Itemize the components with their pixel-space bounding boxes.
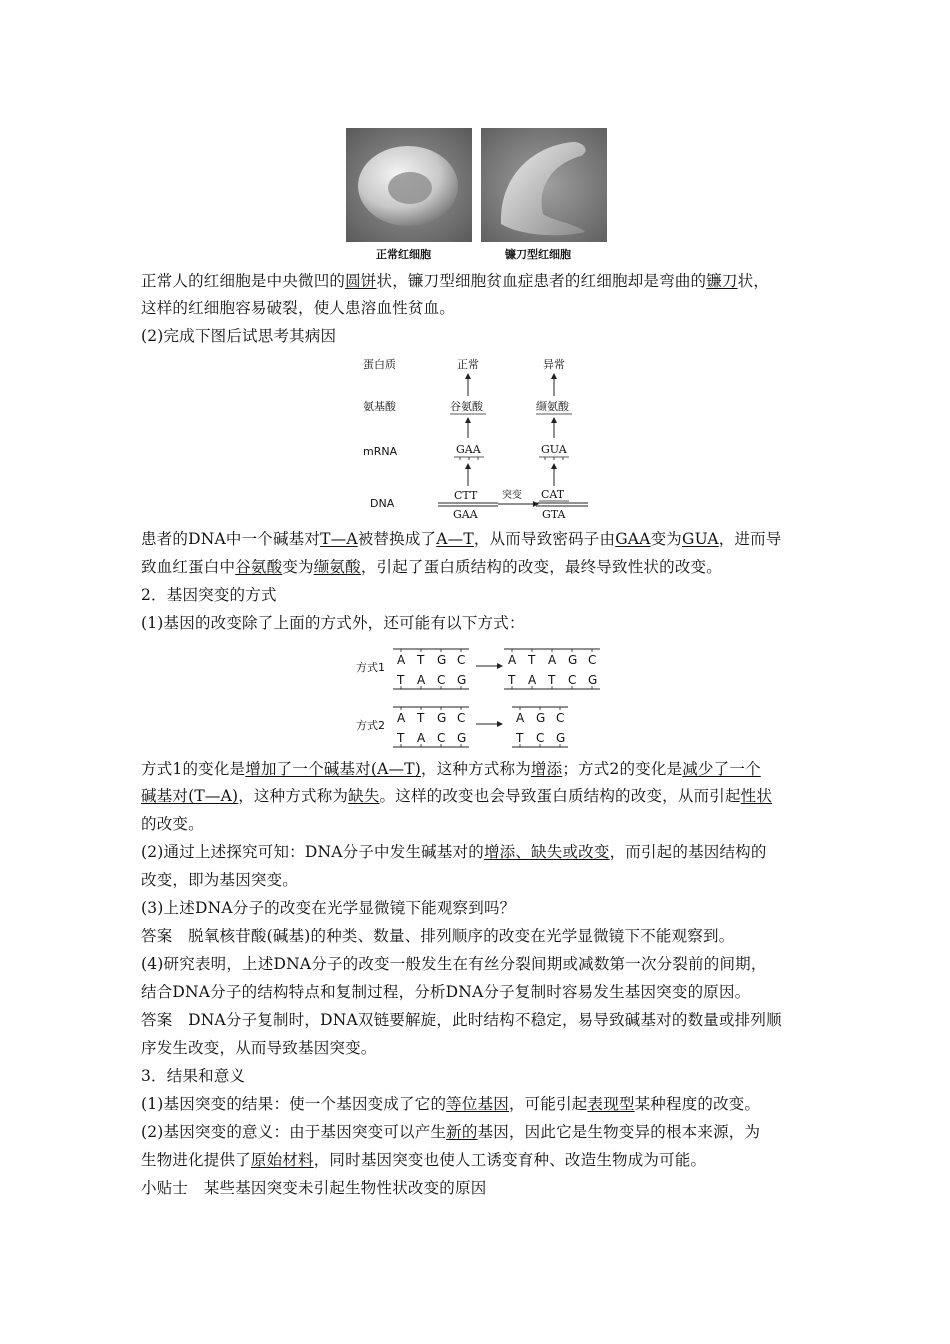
significance-line-2: 生物进化提供了原始材料，同时基因突变也使人工诱变育种、改造生物成为可能。 [141,1151,707,1169]
question-2-title: (2)完成下图后试思考其病因 [141,327,337,345]
abnormal-protein: 异常 [543,358,565,371]
paragraph-2-line-2: 致血红蛋白中谷氨酸变为缬氨酸，引起了蛋白质结构的改变，最终导致性状的改变。 [141,558,722,576]
paragraph-3-line-1: 方式1的变化是增加了一个碱基对(A—T)，这种方式称为增添；方式2的变化是减少了一个 [141,760,761,778]
question-4-line-1: (4)研究表明，上述DNA分子的改变一般发生在有丝分裂间期或减数第一次分裂前的间期， [141,955,767,973]
normal-mrna: GAA [456,443,481,456]
row-label-mrna: mRNA [363,445,398,458]
paragraph-4-line-1: (2)通过上述探究可知：DNA分子中发生碱基对的增添、缺失或改变，而引起的基因结构的 [141,843,767,861]
m2-after-bottom-base: T [516,731,524,745]
row-label-dna: DNA [370,497,395,510]
m2-after-bottom-base: C [536,731,545,745]
m2-before-bottom-base: C [437,731,446,745]
section-2-title: 2．基因突变的方式 [141,586,277,604]
m2-after-bottom-base: G [556,731,566,745]
sickle-rbc-caption: 镰刀型红细胞 [505,248,571,261]
m1-after-bottom-base: C [568,673,577,687]
mutation-label: 突变 [502,490,522,501]
sickle-rbc-image [481,128,607,242]
section-2-question-1: (1)基因的改变除了上面的方式外，还可能有以下方式： [141,614,525,632]
m1-after-top-base: A [548,653,557,667]
paragraph-4-line-2: 改变，即为基因突变。 [141,871,299,889]
normal-amino-acid: 谷氨酸 [450,400,483,413]
question-4-line-2: 结合DNA分子的结构特点和复制过程，分析DNA分子复制时容易发生基因突变的原因。 [141,983,751,1001]
paragraph-3-line-2: 碱基对(T—A)，这种方式称为缺失。这样的改变也会导致蛋白质结构的改变，从而引起性状 [141,787,773,805]
normal-protein: 正常 [457,358,479,371]
answer-4-line-2: 序发生改变，从而导致基因突变。 [141,1039,377,1057]
m2-after-top-base: G [536,711,546,725]
m1-after-bottom-base: T [508,673,516,687]
m1-after-top-base: C [588,653,597,667]
normal-dna-top: CTT [454,489,478,502]
m1-before-top-base: T [417,653,425,667]
m2-before-bottom-base: T [397,731,405,745]
m1-before-bottom-base: T [397,673,405,687]
tip-line: 小贴士 某些基因突变未引起生物性状改变的原因 [141,1179,487,1197]
normal-rbc-image [346,128,472,242]
m1-after-top-base: A [508,653,517,667]
m1-after-bottom-base: T [548,673,556,687]
m2-before-top-base: A [397,711,406,725]
mutation-types-diagram [350,642,610,754]
normal-rbc-caption: 正常红细胞 [376,248,431,261]
result-line: (1)基因突变的结果：使一个基因变成了它的等位基因，可能引起表现型某种程度的改变。 [141,1095,761,1113]
mode-1-label: 方式1 [356,661,385,674]
mode-2-label: 方式2 [356,719,385,732]
normal-dna-bottom: GAA [453,508,478,521]
abnormal-dna-top: CAT [541,488,565,501]
m1-after-top-base: G [568,653,578,667]
m1-after-bottom-base: G [588,673,598,687]
paragraph-1-line-2: 这样的红细胞容易破裂，使人患溶血性贫血。 [141,299,456,317]
row-label-protein: 蛋白质 [363,358,396,371]
m2-before-top-base: C [457,711,466,725]
sickle-cell-mutation-diagram [350,352,610,524]
answer-3: 答案 脱氧核苷酸(碱基)的种类、数量、排列顺序的改变在光学显微镜下不能观察到。 [141,927,735,945]
paragraph-1-line-1: 正常人的红细胞是中央微凹的圆饼状，镰刀型细胞贫血症患者的红细胞却是弯曲的镰刀状， [141,272,770,290]
m2-before-top-base: T [417,711,425,725]
abnormal-mrna: GUA [541,443,567,456]
abnormal-amino-acid: 缬氨酸 [536,400,569,413]
m2-after-top-base: A [516,711,525,725]
abnormal-dna-bottom: GTA [542,508,566,521]
m2-before-bottom-base: A [417,731,426,745]
m2-before-bottom-base: G [457,731,467,745]
m1-before-bottom-base: A [417,673,426,687]
m1-after-top-base: T [528,653,536,667]
m1-before-top-base: G [437,653,447,667]
row-label-amino-acid: 氨基酸 [363,400,396,413]
m1-before-top-base: A [397,653,406,667]
answer-4-line-1: 答案 DNA分子复制时，DNA双链要解旋，此时结构不稳定，易导致碱基对的数量或排列顺 [141,1011,782,1029]
m2-before-top-base: G [437,711,447,725]
m2-after-top-base: C [556,711,565,725]
m1-before-bottom-base: C [437,673,446,687]
m1-before-top-base: C [457,653,466,667]
m1-before-bottom-base: G [457,673,467,687]
paragraph-2-line-1: 患者的DNA中一个碱基对T—A被替换成了A—T，从而导致密码子由GAA变为GUA，进而导 [141,530,782,548]
question-3: (3)上述DNA分子的改变在光学显微镜下能观察到吗？ [141,899,516,917]
paragraph-3-line-3: 的改变。 [141,815,204,833]
significance-line-1: (2)基因突变的意义：由于基因突变可以产生新的基因，因此它是生物变异的根本来源，为 [141,1123,761,1141]
m1-after-bottom-base: A [528,673,537,687]
section-3-title: 3．结果和意义 [141,1067,246,1085]
